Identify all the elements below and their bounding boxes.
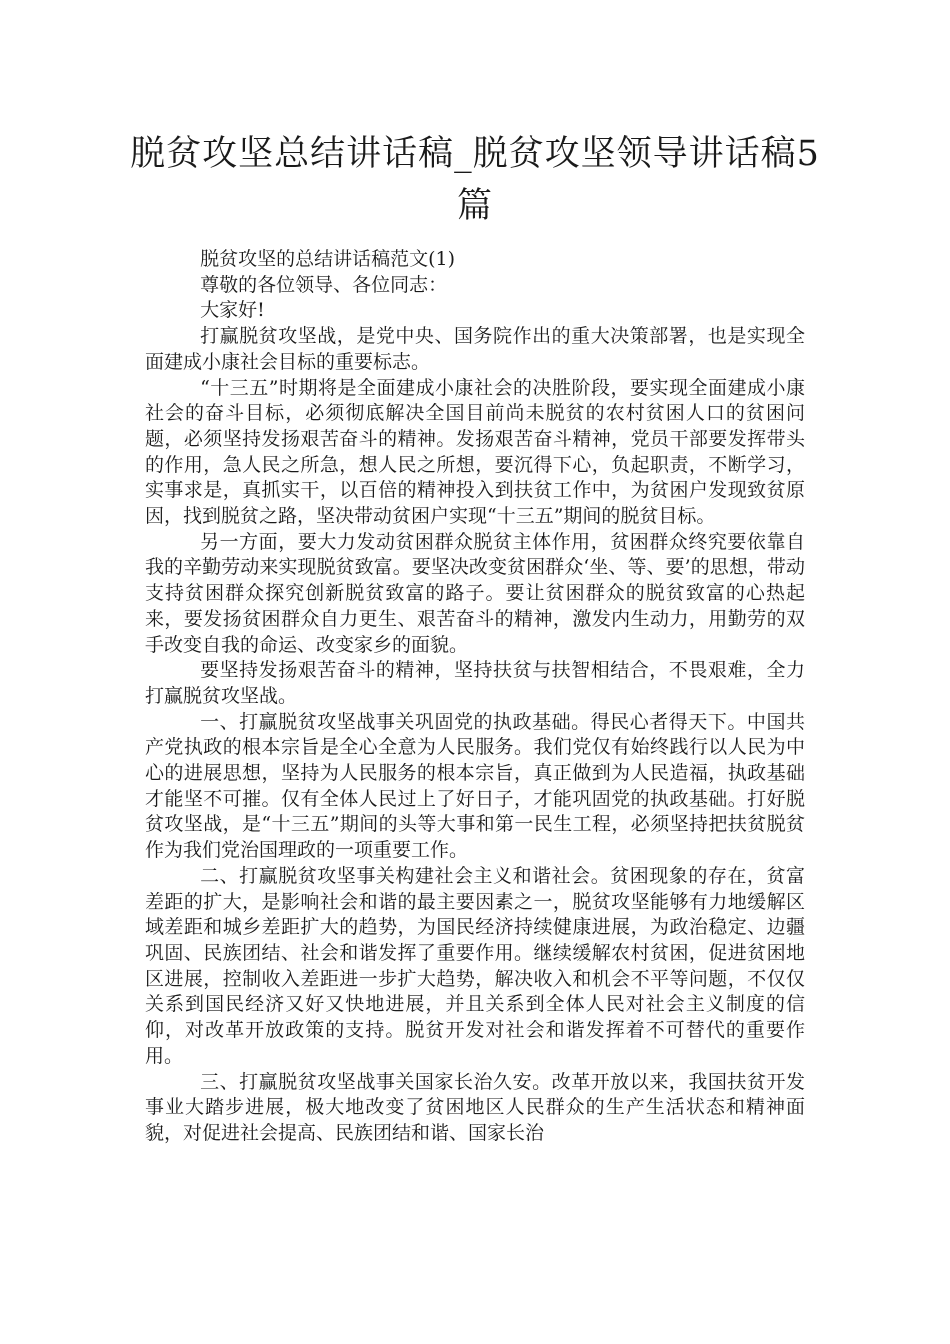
- paragraph: 打赢脱贫攻坚战，是党中央、国务院作出的重大决策部署，也是实现全面建成小康社会目标的重要标志。: [145, 325, 805, 373]
- paragraph: 另一方面，要大力发动贫困群众脱贫主体作用，贫困群众终究要依靠自我的辛勤劳动来实现脱贫致富。要坚决改变贫困群众‘坐、等、要’的思想，带动支持贫困群众探究创新脱贫致富的路子。要让贫困群众的脱贫致富的心热起来，要发扬贫困群众自力更生、艰苦奋斗的精神，激发内生动力，用勤劳的双手改变自我的命运、改变家乡的面貌。: [145, 530, 805, 656]
- document-title: 脱贫攻坚总结讲话稿_脱贫攻坚领导讲话稿5篇: [130, 134, 820, 226]
- paragraph: 大家好!: [200, 299, 265, 322]
- paragraph: 要坚持发扬艰苦奋斗的精神，坚持扶贫与扶智相结合，不畏艰难，全力打赢脱贫攻坚战。: [145, 659, 805, 707]
- paragraph: 一、打赢脱贫攻坚战事关巩固党的执政基础。得民心者得天下。中国共产党执政的根本宗旨是全心全意为人民服务。我们党仅有始终践行以人民为中心的进展思想，坚持为人民服务的根本宗旨，真正做到为人民造福，执政基础才能坚不可摧。仅有全体人民过上了好日子，才能巩固党的执政基础。打好脱贫攻坚战，是“十三五”期间的头等大事和第一民生工程，必须坚持把扶贫脱贫作为我们党治国理政的一项重要工作。: [145, 710, 805, 862]
- paragraph: 三、打赢脱贫攻坚战事关国家长治久安。改革开放以来，我国扶贫开发事业大踏步进展，极大地改变了贫困地区人民群众的生产生活状态和精神面貌，对促进社会提高、民族团结和谐、国家长治: [145, 1070, 805, 1144]
- paragraph: 脱贫攻坚的总结讲话稿范文(1): [200, 248, 456, 270]
- document-body: [145, 247, 805, 1147]
- paragraph: “十三五”时期将是全面建成小康社会的决胜阶段，要实现全面建成小康社会的奋斗目标，必须彻底解决全国目前尚未脱贫的农村贫困人口的贫困问题，必须坚持发扬艰苦奋斗的精神。发扬艰苦奋斗精神，党员干部要发挥带头的作用，急人民之所急，想人民之所想，要沉得下心，负起职责，不断学习，实事求是，真抓实干，以百倍的精神投入到扶贫工作中，为贫困户发现致贫原因，找到脱贫之路，坚决带动贫困户实现“十三五”期间的脱贫目标。: [145, 376, 805, 528]
- paragraph: 尊敬的各位领导、各位同志：: [200, 273, 448, 296]
- paragraph: 二、打赢脱贫攻坚事关构建社会主义和谐社会。贫困现象的存在，贫富差距的扩大，是影响社会和谐的最主要因素之一，脱贫攻坚能够有力地缓解区域差距和城乡差距扩大的趋势，为国民经济持续健康进展，为政治稳定、边疆巩固、民族团结、社会和谐发挥了重要作用。继续缓解农村贫困，促进贫困地区进展，控制收入差距进一步扩大趋势，解决收入和机会不平等问题，不仅仅关系到国民经济又好又快地进展，并且关系到全体人民对社会主义制度的信仰，对改革开放政策的支持。脱贫开发对社会和谐发挥着不可替代的重要作用。: [145, 864, 805, 1067]
